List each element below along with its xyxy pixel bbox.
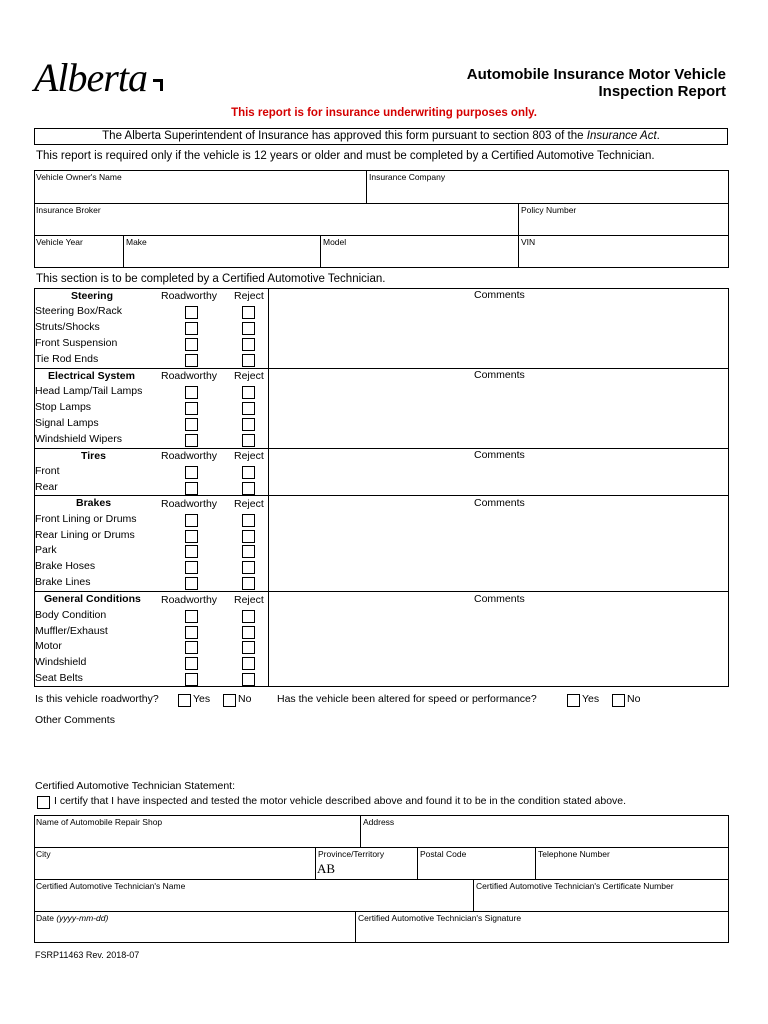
roadworthy-checkbox[interactable] [185, 386, 198, 399]
reject-checkbox[interactable] [242, 641, 255, 654]
province-label: Province/Territory [318, 849, 385, 859]
col-comments: Comments [474, 369, 525, 381]
vehicle-year-field[interactable] [35, 247, 122, 267]
vehicle-year-label: Vehicle Year [36, 237, 83, 247]
city-label: City [36, 849, 51, 859]
divider [268, 288, 269, 687]
form-title-line1: Automobile Insurance Motor Vehicle [466, 66, 726, 83]
roadworthy-checkbox[interactable] [185, 402, 198, 415]
col-roadworthy: Roadworthy [161, 290, 218, 302]
policy-number-label: Policy Number [521, 205, 577, 215]
certify-text: I certify that I have inspected and tested the motor vehicle described above and found it to be in the condition stated above. [54, 795, 627, 807]
address-field[interactable] [362, 827, 728, 846]
tech-name-field[interactable] [35, 891, 472, 910]
model-field[interactable] [322, 247, 517, 267]
form-title [467, 66, 726, 100]
approval-act: Insurance Act [586, 130, 657, 142]
roadworthy-checkbox[interactable] [185, 434, 198, 447]
item-label: Rear [35, 481, 58, 493]
approval-statement [34, 128, 728, 145]
divider [518, 203, 519, 268]
roadworthy-checkbox[interactable] [185, 530, 198, 543]
roadworthy-checkbox[interactable] [185, 626, 198, 639]
reject-checkbox[interactable] [242, 434, 255, 447]
roadworthy-yes-label: Yes [193, 693, 211, 705]
policy-number-field[interactable] [520, 215, 728, 234]
item-label: Front [35, 465, 60, 477]
section-title-steering: Steering [71, 290, 114, 302]
reject-checkbox[interactable] [242, 577, 255, 590]
divider [34, 591, 729, 592]
item-label: Tie Rod Ends [35, 353, 99, 365]
statement-heading: Certified Automotive Technician Statement: [35, 780, 235, 792]
certify-checkbox[interactable] [37, 796, 50, 809]
reject-checkbox[interactable] [242, 418, 255, 431]
vin-field[interactable] [520, 247, 728, 267]
other-comments-label: Other Comments [35, 714, 115, 726]
col-roadworthy: Roadworthy [161, 450, 218, 462]
roadworthy-yes-checkbox[interactable] [178, 694, 191, 707]
col-comments: Comments [474, 449, 525, 461]
divider [34, 235, 729, 236]
item-label: Front Suspension [35, 337, 118, 349]
reject-checkbox[interactable] [242, 482, 255, 495]
general-comments-field[interactable] [270, 606, 727, 685]
col-comments: Comments [474, 497, 525, 509]
divider [34, 879, 729, 880]
divider [355, 911, 356, 943]
roadworthy-no-checkbox[interactable] [223, 694, 236, 707]
roadworthy-question: Is this vehicle roadworthy? [35, 693, 159, 705]
other-comments-field[interactable] [35, 728, 728, 772]
tires-comments-field[interactable] [270, 462, 727, 493]
underwriting-notice: This report is for insurance underwriting purposes only. [231, 107, 537, 119]
roadworthy-checkbox[interactable] [185, 657, 198, 670]
roadworthy-checkbox[interactable] [185, 577, 198, 590]
divider [473, 879, 474, 911]
signature-field[interactable] [357, 923, 728, 942]
technician-intro: This section is to be completed by a Certified Automotive Technician. [36, 273, 386, 285]
item-label: Steering Box/Rack [35, 305, 122, 317]
roadworthy-no-label: No [238, 693, 252, 705]
insurance-broker-label: Insurance Broker [36, 205, 101, 215]
roadworthy-checkbox[interactable] [185, 545, 198, 558]
col-comments: Comments [474, 593, 525, 605]
item-label: Brake Lines [35, 576, 91, 588]
roadworthy-checkbox[interactable] [185, 322, 198, 335]
reject-checkbox[interactable] [242, 386, 255, 399]
roadworthy-checkbox[interactable] [185, 482, 198, 495]
item-label: Brake Hoses [35, 560, 96, 572]
col-reject: Reject [234, 498, 264, 510]
repair-shop-name-label: Name of Automobile Repair Shop [36, 817, 163, 827]
roadworthy-checkbox[interactable] [185, 354, 198, 367]
divider [315, 847, 316, 879]
reject-checkbox[interactable] [242, 657, 255, 670]
tech-name-label: Certified Automotive Technician's Name [36, 881, 186, 891]
insurance-broker-field[interactable] [35, 215, 517, 234]
telephone-label: Telephone Number [538, 849, 610, 859]
roadworthy-checkbox[interactable] [185, 561, 198, 574]
date-format: (yyyy-mm-dd) [56, 913, 109, 923]
item-label: Rear Lining or Drums [35, 529, 135, 541]
tech-cert-number-field[interactable] [475, 891, 728, 910]
col-roadworthy: Roadworthy [161, 498, 218, 510]
reject-checkbox[interactable] [242, 466, 255, 479]
roadworthy-checkbox[interactable] [185, 466, 198, 479]
roadworthy-checkbox[interactable] [185, 306, 198, 319]
divider [34, 203, 729, 204]
divider [34, 448, 729, 449]
model-label: Model [323, 237, 347, 247]
postal-code-field[interactable] [419, 859, 534, 878]
reject-checkbox[interactable] [242, 322, 255, 335]
col-roadworthy: Roadworthy [161, 594, 218, 606]
altered-yes-checkbox[interactable] [567, 694, 580, 707]
requirement-text: This report is required only if the vehicle is 12 years or older and must be completed by a Certified Automotive Technician. [36, 150, 655, 162]
reject-checkbox[interactable] [242, 530, 255, 543]
item-label: Windshield Wipers [35, 433, 122, 445]
col-reject: Reject [234, 450, 264, 462]
alberta-logo: Alberta [34, 55, 147, 100]
roadworthy-checkbox[interactable] [185, 514, 198, 527]
reject-checkbox[interactable] [242, 561, 255, 574]
divider [34, 911, 729, 912]
item-label: Park [35, 544, 57, 556]
divider [417, 847, 418, 879]
reject-checkbox[interactable] [242, 673, 255, 686]
section-title-general: General Conditions [44, 593, 141, 605]
form-title-line2: Inspection Report [598, 83, 726, 100]
divider [123, 235, 124, 268]
insurance-company-field[interactable] [368, 182, 728, 202]
signature-label: Certified Automotive Technician's Signature [358, 913, 522, 923]
col-reject: Reject [234, 370, 264, 382]
section-title-brakes: Brakes [76, 497, 112, 509]
vin-label: VIN [521, 237, 536, 247]
tech-cert-number-label: Certified Automotive Technician's Certificate Number [476, 881, 674, 891]
divider [34, 495, 729, 496]
city-field[interactable] [35, 859, 314, 878]
repair-shop-name-field[interactable] [35, 827, 359, 846]
section-title-electrical: Electrical System [48, 370, 135, 382]
address-label: Address [363, 817, 395, 827]
reject-checkbox[interactable] [242, 610, 255, 623]
altered-no-checkbox[interactable] [612, 694, 625, 707]
item-label: Muffler/Exhaust [35, 625, 108, 637]
reject-checkbox[interactable] [242, 402, 255, 415]
item-label: Front Lining or Drums [35, 513, 137, 525]
col-comments: Comments [474, 289, 525, 301]
roadworthy-checkbox[interactable] [185, 673, 198, 686]
section-title-tires: Tires [81, 450, 106, 462]
date-field[interactable] [35, 923, 354, 942]
approval-prefix: The Alberta Superintendent of Insurance has approved this form pursuant to section 803 of the [102, 130, 587, 142]
altered-question: Has the vehicle been altered for speed or performance? [277, 693, 537, 705]
make-label: Make [126, 237, 147, 247]
reject-checkbox[interactable] [242, 626, 255, 639]
vehicle-owner-name-label: Vehicle Owner's Name [36, 172, 122, 182]
reject-checkbox[interactable] [242, 545, 255, 558]
postal-code-label: Postal Code [420, 849, 467, 859]
date-label-text: Date [36, 913, 54, 923]
divider [320, 235, 321, 268]
item-label: Struts/Shocks [35, 321, 100, 333]
electrical-comments-field[interactable] [270, 382, 727, 446]
roadworthy-checkbox[interactable] [185, 641, 198, 654]
altered-yes-label: Yes [582, 693, 600, 705]
roadworthy-checkbox[interactable] [185, 338, 198, 351]
reject-checkbox[interactable] [242, 306, 255, 319]
altered-no-label: No [627, 693, 641, 705]
item-label: Windshield [35, 656, 87, 668]
item-label: Head Lamp/Tail Lamps [35, 385, 143, 397]
brakes-comments-field[interactable] [270, 510, 727, 589]
reject-checkbox[interactable] [242, 514, 255, 527]
divider [34, 368, 729, 369]
province-field[interactable]: AB [317, 861, 336, 876]
vehicle-owner-name-field[interactable] [35, 182, 365, 202]
col-reject: Reject [234, 594, 264, 606]
roadworthy-checkbox[interactable] [185, 418, 198, 431]
insurance-company-label: Insurance Company [369, 172, 446, 182]
item-label: Body Condition [35, 609, 107, 621]
divider [360, 815, 361, 847]
item-label: Motor [35, 640, 62, 652]
item-label: Stop Lamps [35, 401, 92, 413]
roadworthy-checkbox[interactable] [185, 610, 198, 623]
alberta-logo-mark-icon [153, 79, 163, 91]
reject-checkbox[interactable] [242, 354, 255, 367]
item-label: Seat Belts [35, 672, 83, 684]
item-label: Signal Lamps [35, 417, 99, 429]
divider [34, 847, 729, 848]
divider [535, 847, 536, 879]
approval-suffix: . [656, 130, 660, 142]
date-label [36, 913, 108, 923]
make-field[interactable] [125, 247, 319, 267]
telephone-field[interactable] [537, 859, 728, 878]
col-roadworthy: Roadworthy [161, 370, 218, 382]
steering-comments-field[interactable] [270, 302, 727, 366]
col-reject: Reject [234, 290, 264, 302]
divider [366, 170, 367, 203]
reject-checkbox[interactable] [242, 338, 255, 351]
form-number: FSRP11463 Rev. 2018-07 [35, 950, 140, 960]
